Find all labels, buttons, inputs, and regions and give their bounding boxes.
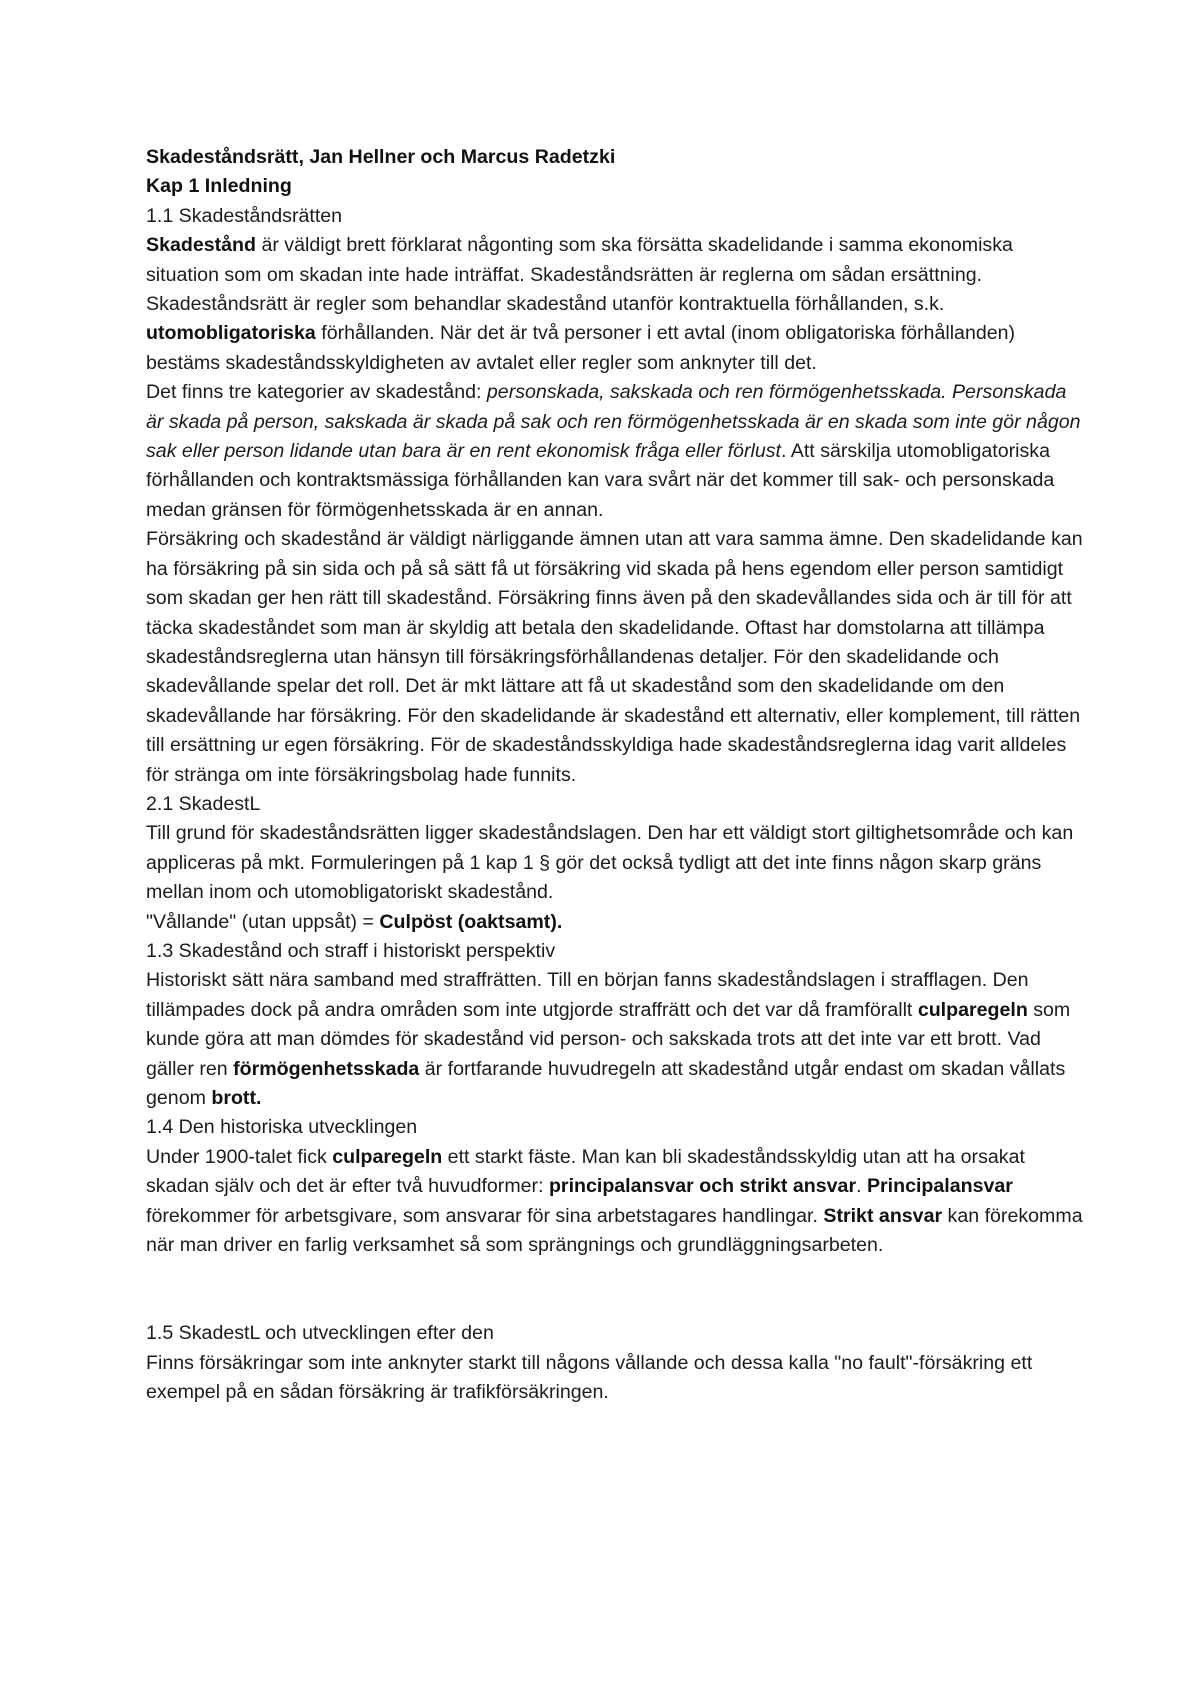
paragraph: Till grund för skadeståndsrätten ligger skadeståndslagen. Den har ett väldigt stort giltighetsområde och kan appliceras på mkt. Formuleringen på 1 kap 1 § gör det också tydligt att det inte finns någon skarp gräns mellan inom och utomobligatoriskt skadestånd.: [146, 822, 1074, 904]
blank-lines: [146, 1260, 1086, 1319]
section-heading-1-1: 1.1 Skadeståndsrätten: [146, 204, 343, 227]
section-heading-1-5: 1.5 SkadestL och utvecklingen efter den: [146, 1322, 494, 1345]
paragraph: Historiskt sätt nära samband med straffrätten. Till en början fanns skadeståndslagen i strafflagen. Den tillämpades dock på andra områden som inte utgjorde straffrätt och det var då framförallt culparegeln som kunde göra att man dömdes för skadestånd vid person- och sakskada trots att det inte var ett brott. Vad gäller ren förmögenhetsskada är fortfarande huvudregeln att skadestånd utgår endast om skadan vållats genom brott.: [146, 969, 1071, 1109]
document-page: [146, 143, 1086, 1407]
section-heading-1-4: 1.4 Den historiska utvecklingen: [146, 1116, 418, 1139]
chapter-heading: Kap 1 Inledning: [146, 175, 292, 198]
paragraph: Under 1900-talet fick culparegeln ett starkt fäste. Man kan bli skadeståndsskyldig utan att ha orsakat skadan själv och det är efter två huvudformer: principalansvar och strikt ansvar. Principalansvar förekommer för arbetsgivare, som ansvarar för sina arbetstagares handlingar. Strikt ansvar kan förekomma när man driver en farlig verksamhet så som sprängnings och grundläggningsarbeten.: [146, 1145, 1083, 1257]
document-title: Skadeståndsrätt, Jan Hellner och Marcus Radetzki: [146, 146, 616, 168]
paragraph: "Vållande" (utan uppsåt) = Culpöst (oaktsamt).: [146, 910, 563, 933]
section-heading-1-3: 1.3 Skadestånd och straff i historiskt perspektiv: [146, 939, 556, 962]
paragraph: Skadestånd är väldigt brett förklarat någonting som ska försätta skadelidande i samma ekonomiska situation som om skadan inte hade inträffat. Skadeståndsrätten är reglerna om sådan ersättning. Skadeståndsrätt är regler som behandlar skadestånd utanför kontraktuella förhållanden, s.k. utomobligatoriska förhållanden. När det är två personer i ett avtal (inom obligatoriska förhållanden) bestäms skadeståndsskyldigheten av avtalet eller regler som anknyter till det.: [146, 234, 1016, 374]
paragraph: Finns försäkringar som inte anknyter starkt till någons vållande och dessa kalla "no fault"-försäkring ett exempel på en sådan försäkring är trafikförsäkringen.: [146, 1351, 1033, 1404]
paragraph: Det finns tre kategorier av skadestånd: personskada, sakskada och ren förmögenhetsskada. Personskada är skada på person, sakskada är skada på sak och ren förmögenhetsskada är en skada som inte gör någon sak eller person lidande utan bara är en rent ekonomisk fråga eller förlust. Att särskilja utomobligatoriska förhållanden och kontraktsmässiga förhållanden kan vara svårt när det kommer till sak- och personskada medan gränsen för förmögenhetsskada är en annan.: [146, 381, 1081, 521]
paragraph: Försäkring och skadestånd är väldigt närliggande ämnen utan att vara samma ämne. Den skadelidande kan ha försäkring på sin sida och på så sätt få ut försäkring vid skada på hens egendom eller person samtidigt som skadan ger hen rätt till skadestånd. Försäkring finns även på den skadevållandes sida och är till för att täcka skadeståndet som man är skyldig att betala den skadelidande. Oftast har domstolarna att tillämpa skadeståndsreglerna utan hänsyn till försäkringsförhållandenas detaljer. För den skadelidande och skadevållande spelar det roll. Det är mkt lättare att få ut skadestånd som den skadelidande om den skadevållande har försäkring. För den skadelidande är skadestånd ett alternativ, eller komplement, till rätten till ersättning ur egen försäkring. För de skadeståndsskyldiga hade skadeståndsreglerna idag varit alldeles för stränga om inte försäkringsbolag hade funnits.: [146, 528, 1083, 786]
section-heading-2-1: 2.1 SkadestL: [146, 792, 261, 815]
